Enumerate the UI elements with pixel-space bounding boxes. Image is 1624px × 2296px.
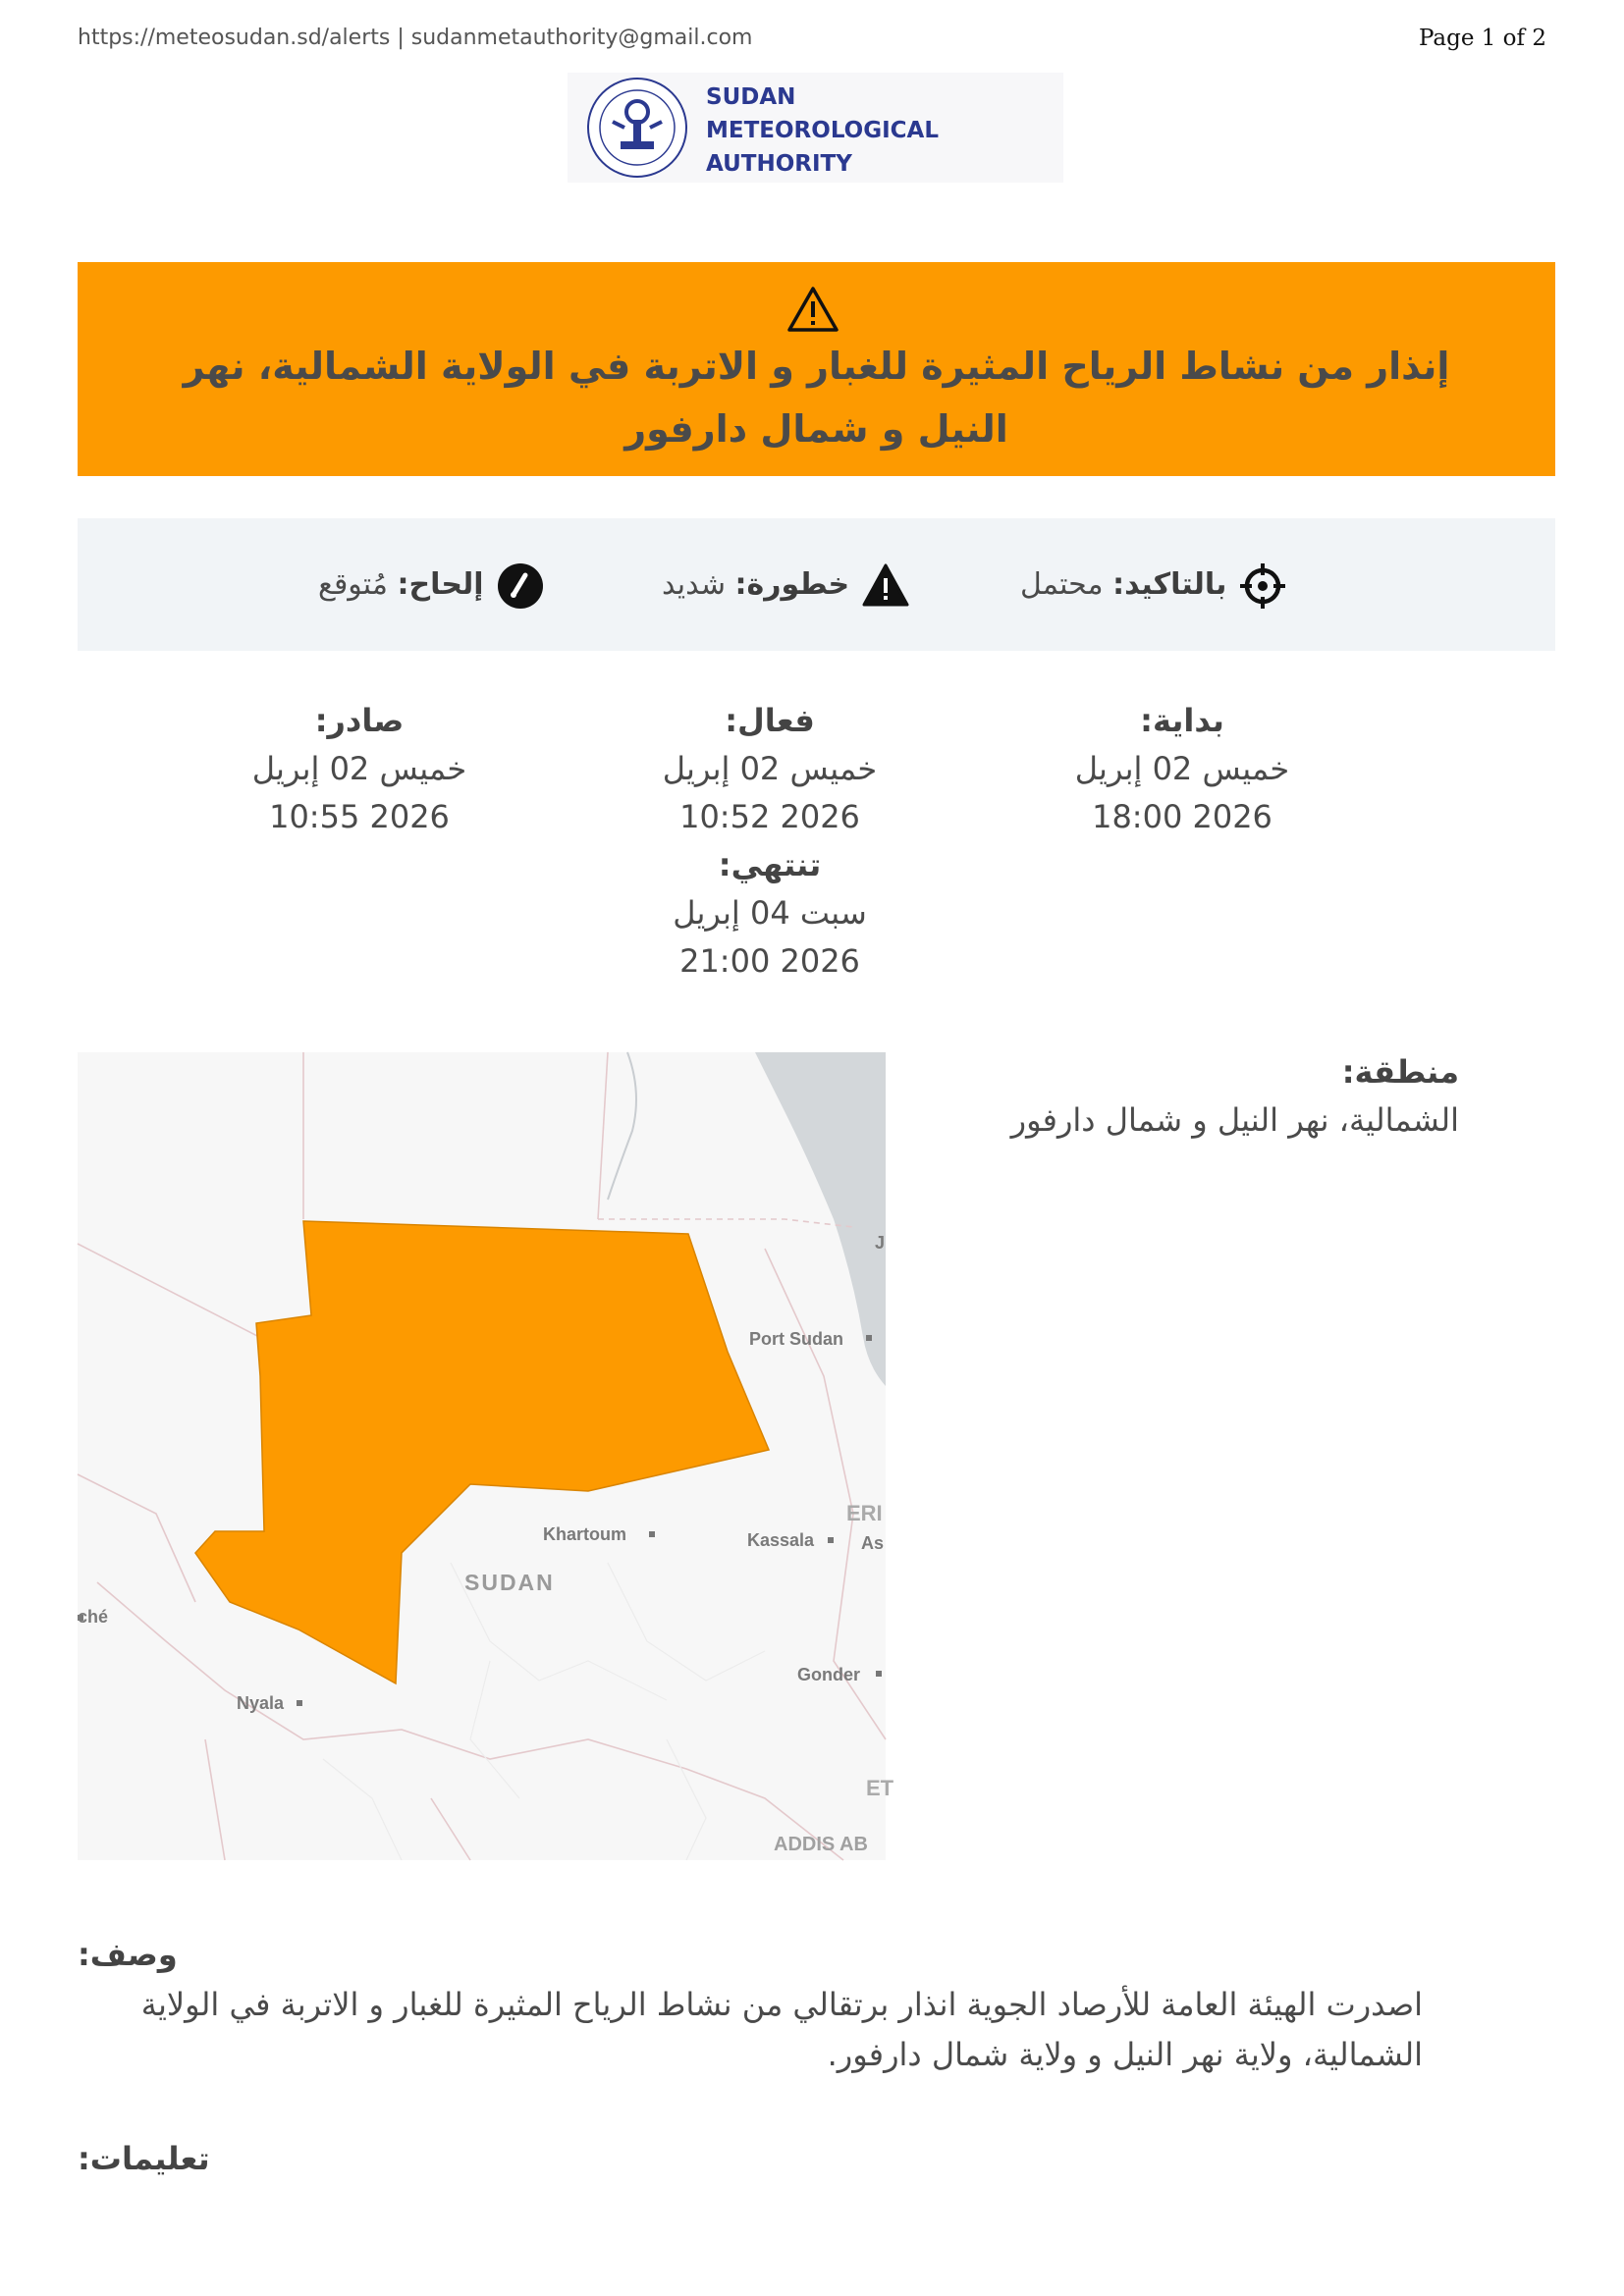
- alert-map[interactable]: [78, 1052, 894, 1860]
- sent-label: صادر:: [314, 702, 405, 739]
- urgency-value: مُتوقع: [318, 567, 388, 602]
- map-label-kassala: Kassala: [747, 1530, 815, 1550]
- sent-block: [237, 697, 482, 841]
- certainty-chip: [1020, 560, 1287, 613]
- map-label-as: As: [861, 1533, 885, 1553]
- instructions-label: تعليمات:: [78, 2140, 210, 2177]
- map-label-eri: ERI: [846, 1501, 883, 1525]
- onset-value: خميس 02 إبريل 2026 18:00: [1074, 750, 1290, 835]
- authority-logo: [568, 73, 1063, 183]
- map-label-port-sudan: Port Sudan: [749, 1329, 844, 1349]
- page-header: [78, 22, 1546, 57]
- certainty-value: محتمل: [1020, 567, 1104, 602]
- page-number: Page 1 of 2: [1418, 26, 1546, 51]
- description-label: وصف:: [78, 1936, 178, 1973]
- expires-block: [647, 841, 893, 986]
- effective-label: فعال:: [725, 702, 815, 739]
- certainty-label: بالتاكيد:: [1112, 567, 1227, 602]
- crosshair-icon: [1238, 561, 1287, 611]
- effective-block: [647, 697, 893, 841]
- area-value: الشمالية، نهر النيل و شمال دارفور: [1010, 1101, 1459, 1139]
- severity-label: خطورة:: [734, 567, 850, 602]
- warning-filled-icon: [861, 561, 910, 611]
- map-label-che: ché: [78, 1607, 109, 1627]
- map-label-nyala: Nyala: [237, 1693, 285, 1713]
- onset-block: [1059, 697, 1305, 841]
- map-label-gonder: Gonder: [797, 1665, 861, 1684]
- severity-bar: [78, 518, 1555, 651]
- urgency-chip: [318, 560, 545, 613]
- map-label-khartoum: Khartoum: [543, 1524, 626, 1544]
- description-block: [78, 1930, 1423, 2080]
- warning-triangle-icon: [786, 286, 839, 333]
- source-url[interactable]: https://meteosudan.sd/alerts | sudanmetauthority@gmail.com: [78, 26, 753, 50]
- urgency-label: إلحاح:: [397, 567, 484, 602]
- map-label-et: ET: [866, 1776, 894, 1800]
- gauge-icon: [496, 561, 545, 611]
- effective-value: خميس 02 إبريل 2026 10:52: [662, 750, 878, 835]
- alert-times: [78, 687, 1555, 982]
- description-text: اصدرت الهيئة العامة للأرصاد الجوية انذار برتقالي من نشاط الرياح المثيرة للغبار و الاتربة في الولاية الشمالية، ولاية نهر النيل و ولاية شمال دارفور.: [140, 1986, 1423, 2073]
- map-label-sudan: SUDAN: [464, 1570, 555, 1595]
- map-canvas: [78, 1052, 894, 1860]
- map-label-j: J: [875, 1233, 886, 1253]
- area-label: منطقة:: [1341, 1053, 1459, 1091]
- area-block: [948, 1048, 1459, 1145]
- sent-value: خميس 02 إبريل 2026 10:55: [251, 750, 467, 835]
- expires-value: سبت 04 إبريل 2026 21:00: [673, 894, 867, 980]
- alert-banner: [78, 262, 1555, 476]
- expires-label: تنتهي:: [718, 846, 822, 883]
- severity-value: شديد: [662, 567, 726, 602]
- alert-title: إنذار من نشاط الرياح المثيرة للغبار و الاتربة في الولاية الشمالية، نهر النيل و شمال دارفور: [183, 345, 1450, 451]
- map-label-addis: ADDIS AB: [774, 1834, 868, 1855]
- onset-label: بداية:: [1140, 702, 1224, 739]
- severity-chip: [662, 560, 910, 613]
- authority-name: SUDAN METEOROLOGICAL AUTHORITY: [706, 84, 939, 177]
